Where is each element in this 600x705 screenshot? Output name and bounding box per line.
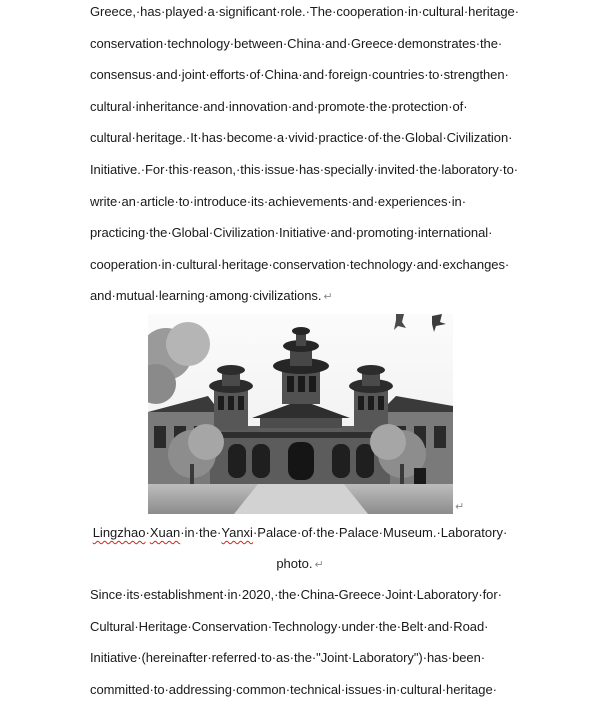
paragraph-line: write·an·article·to·introduce·its·achievements·and·experiences·in·: [90, 193, 467, 209]
paragraph-line: consensus·and·joint·efforts·of·China·and·foreign·countries·to·strengthen·: [90, 67, 509, 83]
caption-text: ·in·the·: [180, 525, 222, 540]
paragraph-mark-icon: ↵: [455, 501, 465, 513]
top-paragraph: [90, 0, 530, 312]
building-illustration: [148, 314, 453, 514]
paragraph-line: cultural·inheritance·and·innovation·and·promote·the·protection·of·: [90, 98, 468, 114]
paragraph-line-last: [90, 280, 530, 312]
paragraph-line: Greece,·has·played·a·significant·role.·The·cooperation·in·cultural·heritage·: [90, 4, 520, 19]
paragraph-line: cultural·heritage.·It·has·become·a·vivid·practice·of·the·Global·Civilization·: [90, 130, 513, 146]
spellcheck-word: Lingzhao: [92, 525, 146, 540]
paragraph-line: committed·to·addressing·common·technical·issues·in·cultural·heritage·: [90, 681, 497, 697]
paragraph-line: practicing·the·Global·Civilization·Initiative·and·promoting·international·: [90, 225, 493, 241]
paragraph-line: Initiative.·For·this·reason,·this·issue·has·specially·invited·the·laboratory·to·: [90, 161, 519, 177]
bottom-paragraph: [90, 579, 530, 705]
caption-text: photo.: [276, 556, 313, 571]
paragraph-text: and·mutual·learning·among·civilizations.: [90, 288, 322, 304]
paragraph-line: conservation·technology·between·China·and·Greece·demonstrates·the·: [90, 35, 503, 51]
paragraph-line: Since·its·establishment·in·2020,·the·China-Greece·Joint·Laboratory·for·: [90, 587, 502, 602]
caption-text: ·Palace·of·the·Palace·Museum.·Laboratory·: [252, 525, 508, 540]
paragraph-line: Initiative·(hereinafter·referred·to·as·the·"Joint·Laboratory")·has·been·: [90, 650, 486, 666]
paragraph-mark-icon: ↵: [314, 559, 324, 571]
photo-caption-line-2: [90, 548, 510, 580]
paragraph-mark-icon: ↵: [323, 291, 333, 304]
paragraph-line: cooperation·in·cultural·heritage·conservation·technology·and·exchanges·: [90, 256, 510, 272]
spellcheck-word: Xuan: [149, 525, 181, 540]
caption-text: ·: [145, 525, 150, 540]
paragraph-line: Cultural·Heritage·Conservation·Technology·under·the·Belt·and·Road·: [90, 618, 489, 634]
spellcheck-word: Yanxi: [221, 525, 253, 540]
lingzhao-xuan-photo: [148, 314, 453, 514]
photo-caption-line-1: [90, 517, 510, 549]
